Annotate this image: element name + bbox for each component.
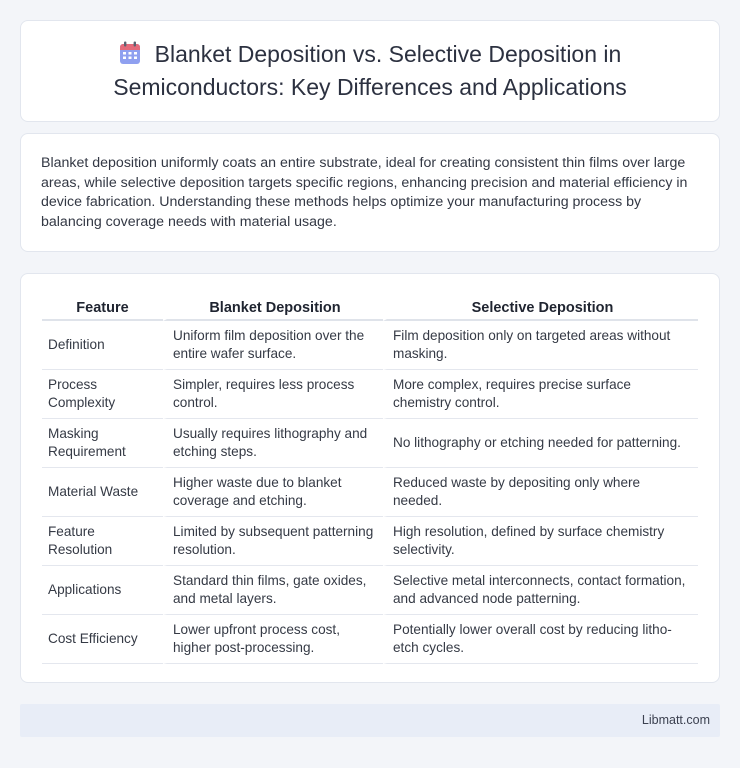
selective-cell: Reduced waste by depositing only where needed. <box>383 468 698 517</box>
comparison-table <box>42 294 698 664</box>
blanket-cell: Usually requires lithography and etching steps. <box>163 419 383 468</box>
blanket-cell: Uniform film deposition over the entire wafer surface. <box>163 321 383 370</box>
feature-cell: Cost Efficiency <box>42 615 163 664</box>
table-row <box>42 370 698 419</box>
selective-cell: Film deposition only on targeted areas without masking. <box>383 321 698 370</box>
table-row <box>42 566 698 615</box>
table-row <box>42 615 698 664</box>
footer-brand-link[interactable]: Libmatt.com <box>641 713 710 727</box>
blanket-cell: Higher waste due to blanket coverage and etching. <box>163 468 383 517</box>
table-header-row <box>42 294 698 321</box>
blanket-cell: Lower upfront process cost, higher post-processing. <box>163 615 383 664</box>
blanket-cell: Standard thin films, gate oxides, and metal layers. <box>163 566 383 615</box>
feature-cell: Material Waste <box>42 468 163 517</box>
feature-cell: Process Complexity <box>42 370 163 419</box>
selective-cell: High resolution, defined by surface chemistry selectivity. <box>383 517 698 566</box>
feature-cell: Feature Resolution <box>42 517 163 566</box>
selective-cell: More complex, requires precise surface chemistry control. <box>383 370 698 419</box>
blanket-cell: Simpler, requires less process control. <box>163 370 383 419</box>
blanket-cell: Limited by subsequent patterning resolution. <box>163 517 383 566</box>
table-row <box>42 517 698 566</box>
page-title <box>21 38 719 104</box>
selective-cell: No lithography or etching needed for patterning. <box>383 419 698 468</box>
feature-cell: Masking Requirement <box>42 419 163 468</box>
selective-cell: Potentially lower overall cost by reducing litho-etch cycles. <box>383 615 698 664</box>
feature-cell: Applications <box>42 566 163 615</box>
intro-paragraph: Blanket deposition uniformly coats an entire substrate, ideal for creating consistent thin films over large areas, while selective deposition targets specific regions, enhancing precision and material efficiency in device fabrication. Understanding these methods helps optimize your manufacturing process by balancing coverage needs with material usage. <box>41 155 688 230</box>
header-selective: Selective Deposition <box>383 294 698 321</box>
comparison-table-card <box>20 273 720 683</box>
footer-bar <box>20 704 720 737</box>
header-blanket: Blanket Deposition <box>163 294 383 321</box>
selective-cell: Selective metal interconnects, contact formation, and advanced node patterning. <box>383 566 698 615</box>
table-row <box>42 419 698 468</box>
intro-card <box>20 133 720 252</box>
table-row <box>42 468 698 517</box>
feature-cell: Definition <box>42 321 163 370</box>
calendar-icon <box>119 41 141 65</box>
header-feature: Feature <box>42 294 163 321</box>
title-card <box>20 20 720 122</box>
page-title-text: Blanket Deposition vs. Selective Deposition in Semiconductors: Key Differences and Applications <box>113 41 627 100</box>
table-row <box>42 321 698 370</box>
